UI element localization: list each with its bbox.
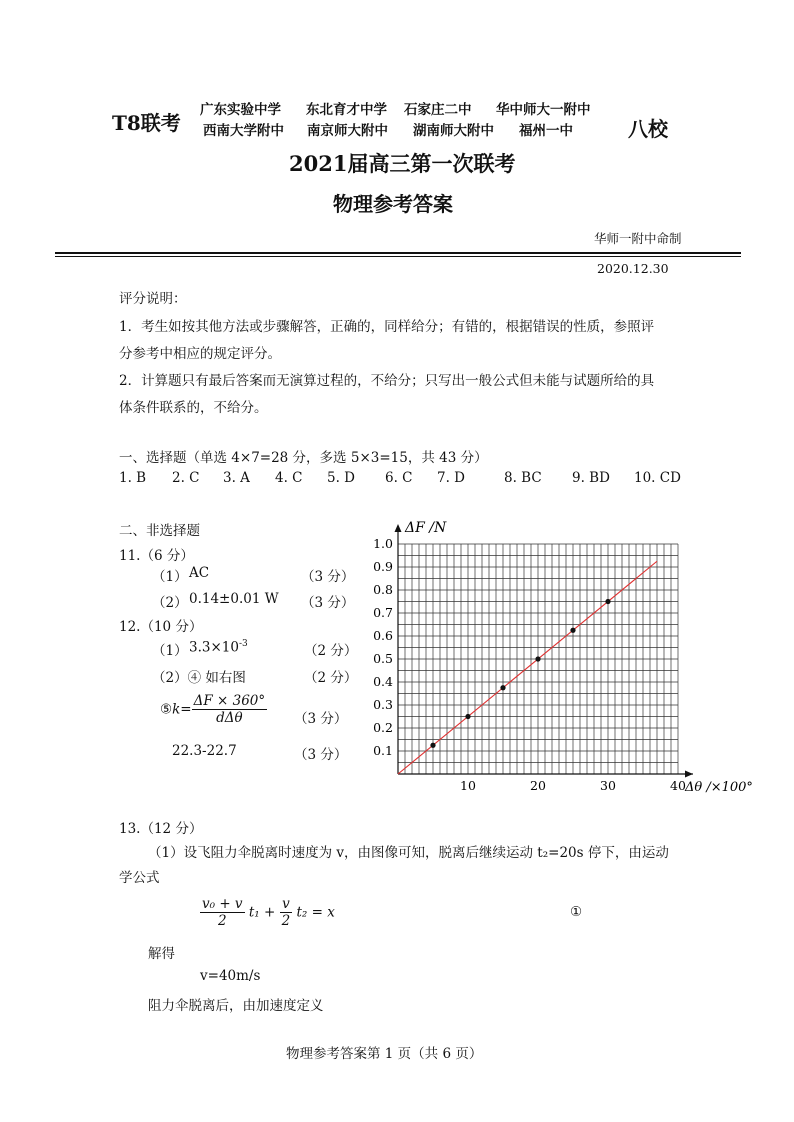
school-name: 石家庄二中 (404, 102, 472, 118)
equation-number: ① (570, 904, 583, 920)
eq-numerator: v₀ + v (202, 896, 243, 912)
page-footer: 物理参考答案第 1 页（共 6 页） (286, 1046, 483, 1062)
solution-result: v=40m/s (200, 968, 261, 984)
y-axis-arrow (395, 524, 402, 532)
chart-y-label: ΔF /N (405, 520, 447, 536)
answer-item: 3. A (223, 470, 250, 486)
y-tick-label: 0.6 (373, 628, 393, 643)
part-score: （3 分） (301, 569, 355, 585)
part-answer: 0.14±0.01 W (189, 591, 279, 607)
equation-1 (200, 896, 335, 929)
data-point (570, 628, 575, 633)
x-tick-label: 40 (670, 778, 686, 793)
header-rule-thin (55, 256, 741, 257)
notes-item: 1．考生如按其他方法或步骤解答，正确的，同样给分；有错的，根据错误的性质，参照评 (119, 319, 655, 335)
solution-text: 学公式 (119, 870, 160, 886)
solution-text: 阻力伞脱离后，由加速度定义 (148, 998, 324, 1014)
answer-item: 10. CD (634, 470, 681, 486)
school-name: 南京师大附中 (307, 123, 388, 139)
x-axis-arrow (685, 771, 693, 778)
question-label: 11.（6 分） (119, 548, 194, 564)
formula-prefix: ⑤ (160, 701, 173, 718)
section-heading: 一、选择题（单选 4×7=28 分，多选 5×3=15，共 43 分） (119, 450, 488, 466)
part-number: （1） (152, 643, 188, 659)
school-name: 广东实验中学 (200, 102, 281, 118)
page-title: 2021届高三第一次联考 (289, 151, 516, 176)
y-tick-label: 0.4 (373, 674, 393, 689)
part-answer: AC (189, 565, 210, 581)
school-name: 东北育才中学 (306, 102, 387, 118)
part-score: （3 分） (301, 595, 355, 611)
answer-item: 4. C (275, 470, 303, 486)
x-tick-label: 20 (530, 778, 546, 793)
answer-exponent: -3 (238, 639, 248, 649)
part-number: （2） (152, 595, 188, 611)
data-point (465, 714, 470, 719)
eight-schools-label: 八校 (628, 117, 668, 141)
fit-line (398, 561, 657, 774)
solution-text: 解得 (148, 946, 175, 962)
answer-item: 2. C (172, 470, 200, 486)
answer-base: 3.3×10 (189, 639, 239, 656)
answer-item: 8. BC (504, 470, 542, 486)
school-name: 华中师大一附中 (496, 102, 591, 118)
page-subtitle: 物理参考答案 (333, 192, 453, 216)
notes-item: 体条件联系的，不给分。 (119, 400, 268, 416)
part-answer: 22.3-22.7 (172, 743, 237, 759)
question-label: 13.（12 分） (119, 821, 203, 837)
part-score: （2 分） (304, 643, 358, 659)
y-tick-label: 0.7 (373, 605, 393, 620)
x-tick-label: 10 (460, 778, 476, 793)
school-name: 福州一中 (519, 123, 573, 139)
eq-numerator: v (280, 896, 293, 913)
school-name: 西南大学附中 (203, 123, 284, 139)
formula-numerator: ΔF × 360° (193, 693, 266, 709)
formula-k: k (172, 701, 181, 718)
answer-item: 1. B (119, 470, 147, 486)
x-tick-label: 30 (600, 778, 616, 793)
school-name: 湖南师大附中 (413, 123, 494, 139)
chart-x-label: Δθ /×100° (685, 780, 753, 795)
part-score: （3 分） (294, 711, 348, 727)
data-point (605, 599, 610, 604)
y-tick-label: 1.0 (373, 536, 393, 551)
answer-item: 7. D (437, 470, 465, 486)
y-tick-label: 0.8 (373, 582, 393, 597)
answer-item: 9. BD (572, 470, 610, 486)
eq-denominator: 2 (217, 913, 227, 929)
y-tick-label: 0.2 (373, 720, 393, 735)
part-answer: （2）④ 如右图 (152, 670, 246, 686)
chart-ticks (373, 536, 686, 793)
notes-item: 2．计算题只有最后答案而无演算过程的，不给分；只写出一般公式但未能与试题所给的具 (119, 373, 655, 389)
section-heading: 二、非选择题 (119, 523, 200, 539)
y-tick-label: 0.5 (373, 651, 393, 666)
header-rule (55, 252, 741, 254)
part-number: （1） (152, 569, 188, 585)
eq-term: t₂ = x (296, 904, 335, 921)
answer-item: 6. C (385, 470, 413, 486)
y-tick-label: 0.1 (373, 743, 393, 758)
eq-denominator: 2 (281, 913, 291, 929)
formula-denominator: dΔθ (216, 710, 243, 726)
eq-term: t₁ + (248, 904, 276, 921)
chart-fit-line (398, 561, 657, 774)
exam-alliance-label: T8联考 (112, 111, 181, 135)
data-point (430, 743, 435, 748)
notes-item: 分参考中相应的规定评分。 (119, 346, 281, 362)
part-answer (189, 639, 248, 656)
solution-text: （1）设飞阻力伞脱离时速度为 v，由图像可知，脱离后继续运动 t₂=20s 停下，由运动 (148, 845, 669, 861)
data-point (500, 685, 505, 690)
formula-eq: = (180, 701, 192, 718)
force-angle-chart (355, 518, 755, 803)
maker-label: 华师一附中命制 (594, 231, 682, 246)
question-label: 12.（10 分） (119, 619, 203, 635)
y-tick-label: 0.3 (373, 697, 393, 712)
notes-heading: 评分说明： (119, 291, 187, 307)
part-score: （3 分） (294, 747, 348, 763)
answer-item: 5. D (327, 470, 355, 486)
formula (160, 693, 267, 726)
data-point (535, 656, 540, 661)
part-score: （2 分） (304, 670, 358, 686)
y-tick-label: 0.9 (373, 559, 393, 574)
date-label: 2020.12.30 (597, 261, 669, 276)
